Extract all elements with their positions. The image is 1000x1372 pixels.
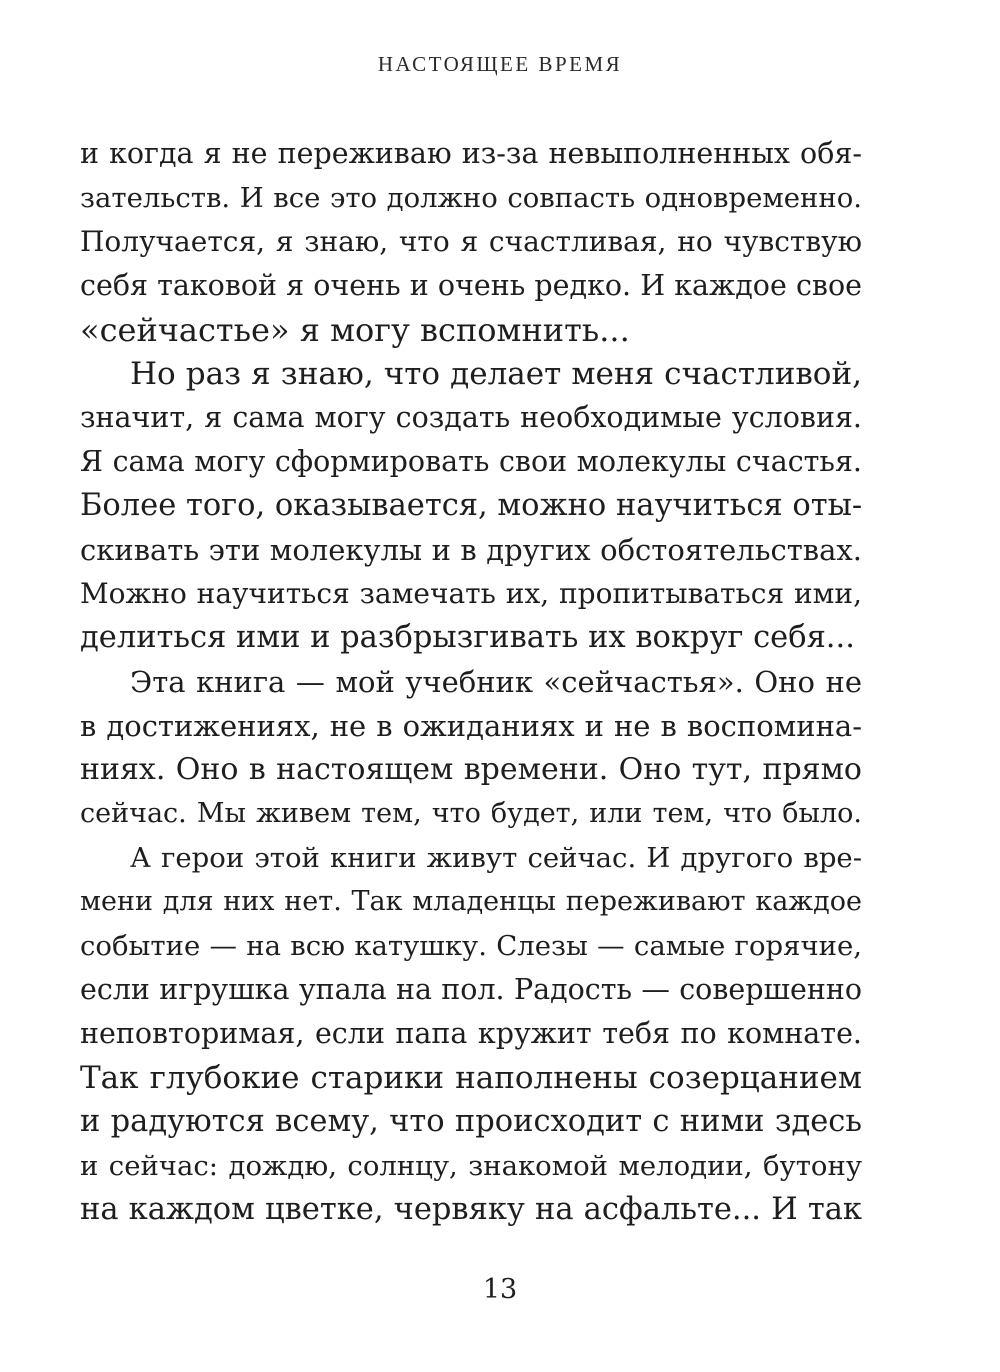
body-text bbox=[80, 132, 862, 1232]
text-line: скивать эти молекулы и в других обстоятельствах. bbox=[80, 533, 862, 567]
text-line: А герои этой книги живут сейчас. И другого вре- bbox=[130, 842, 862, 874]
paragraph bbox=[80, 132, 862, 352]
text-line: делиться ими и разбрызгивать их вокруг себя... bbox=[80, 620, 855, 655]
text-line: значит, я сама могу создать необходимые условия. bbox=[80, 401, 862, 434]
text-line: «сейчастье» я могу вспомнить... bbox=[80, 311, 630, 349]
text-line: зательств. И все это должно совпасть одновременно. bbox=[80, 182, 862, 214]
text-line: Более того, оказывается, можно научиться оты- bbox=[80, 488, 862, 523]
paragraph bbox=[80, 352, 862, 660]
text-line: Получается, я знаю, что я счастливая, но чувствую bbox=[80, 225, 862, 258]
text-line: если игрушка упала на пол. Радость — совершенно bbox=[80, 973, 862, 1006]
text-line: себя таковой я очень и очень редко. И каждое свое bbox=[80, 269, 862, 302]
paragraph bbox=[80, 660, 862, 836]
paragraph bbox=[80, 836, 862, 1232]
text-line: событие — на всю катушку. Слезы — самые горячие, bbox=[80, 930, 862, 962]
text-line: Но раз я знаю, что делает меня счастливой, bbox=[130, 356, 862, 392]
text-line: и радуются всему, что происходит с ними здесь bbox=[80, 1104, 862, 1139]
text-line: Так глубокие старики наполнены созерцанием bbox=[80, 1060, 862, 1096]
text-line: неповторимая, если папа кружит тебя по комнате. bbox=[80, 1017, 862, 1050]
text-line: в достижениях, не в ожиданиях и не в воспомина- bbox=[80, 709, 862, 743]
text-line: Можно научиться замечать их, пропитываться ими, bbox=[80, 577, 862, 610]
text-line: Я сама могу сформировать свои молекулы счастья. bbox=[80, 445, 862, 478]
text-line: сейчас. Мы живем тем, что будет, или тем, что было. bbox=[80, 798, 862, 829]
text-line: и сейчас: дождю, солнцу, знакомой мелодии, бутону bbox=[80, 1150, 862, 1182]
text-line: ниях. Оно в настоящем времени. Оно тут, прямо bbox=[80, 752, 862, 787]
running-head: НАСТОЯЩЕЕ ВРЕМЯ bbox=[377, 52, 623, 76]
page-number: 13 bbox=[482, 1274, 518, 1305]
text-line: на каждом цветке, червяку на асфальте... И так bbox=[80, 1192, 862, 1227]
text-line: мени для них нет. Так младенцы переживают каждое bbox=[80, 886, 862, 917]
text-line: Эта книга — мой учебник «сейчастья». Оно не bbox=[130, 665, 862, 699]
text-line: и когда я не переживаю из-за невыполненных обя- bbox=[80, 137, 862, 170]
